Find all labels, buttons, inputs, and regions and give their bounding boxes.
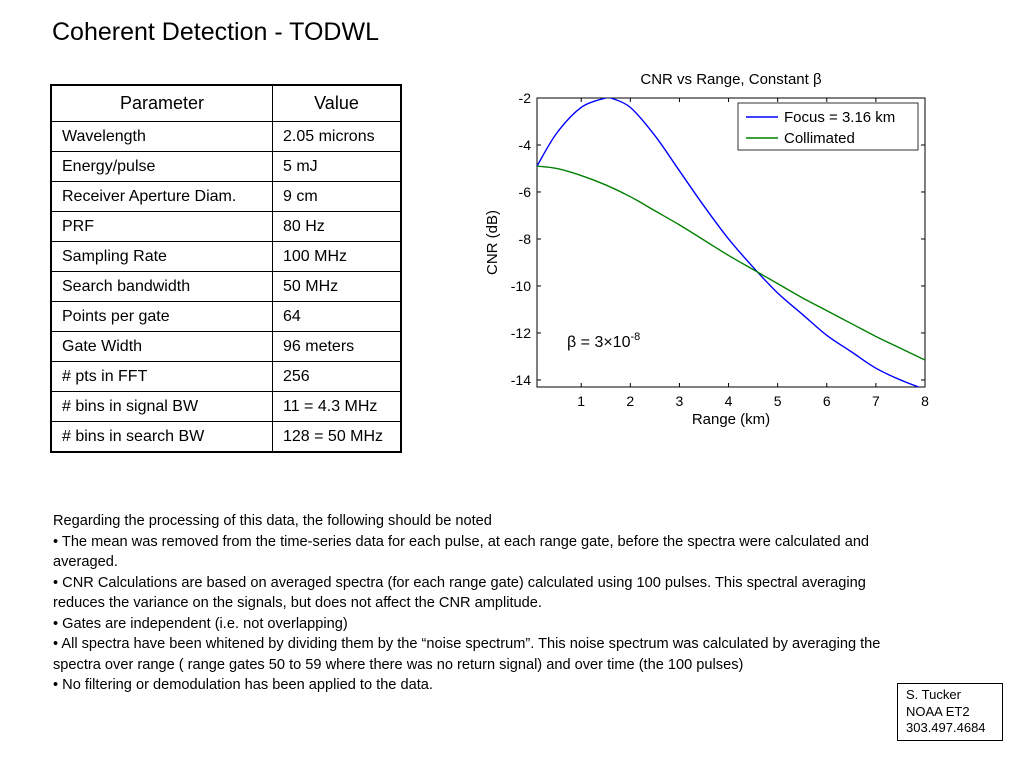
- legend-entry: Collimated: [784, 130, 855, 147]
- x-tick-label: 3: [675, 393, 684, 409]
- parameter-cell: Energy/pulse: [51, 152, 273, 182]
- parameter-cell: # bins in search BW: [51, 422, 273, 453]
- y-axis-label: CNR (dB): [484, 209, 501, 276]
- table-row: [51, 272, 401, 302]
- parameter-cell: # pts in FFT: [51, 362, 273, 392]
- y-tick-label: -10: [510, 277, 531, 294]
- notes-bullet: • All spectra have been whitened by dividing them by the “noise spectrum”. This noise spectrum was calculated by averaging the spectra over range ( range gates 50 to 59 where there was no return signal) and over time (the 100 pulses): [53, 636, 881, 673]
- x-axis-label: Range (km): [691, 411, 771, 428]
- x-tick-label: 5: [773, 393, 782, 409]
- author-org: NOAA ET2: [906, 703, 970, 719]
- y-tick-label: -12: [510, 324, 531, 341]
- x-tick-label: 8: [921, 393, 929, 409]
- value-cell: 256: [273, 362, 402, 392]
- beta-annotation: [567, 331, 640, 351]
- y-tick-label: -8: [518, 230, 531, 247]
- value-cell: 11 = 4.3 MHz: [273, 392, 402, 422]
- table-row: [51, 182, 401, 212]
- collimated-series-line: [537, 166, 925, 360]
- beta-annotation-exponent: -8: [630, 331, 641, 344]
- value-cell: 5 mJ: [273, 152, 402, 182]
- chart-title: CNR vs Range, Constant β: [640, 71, 822, 88]
- beta-annotation-base: β = 3×10: [567, 334, 631, 352]
- value-cell: 50 MHz: [273, 272, 402, 302]
- value-cell: 64: [273, 302, 402, 332]
- table-row: [51, 242, 401, 272]
- table-row: [51, 332, 401, 362]
- x-tick-label: 7: [871, 393, 880, 409]
- table-body: [51, 122, 401, 453]
- notes-intro: Regarding the processing of this data, the following should be noted: [53, 513, 492, 529]
- parameter-cell: Search bandwidth: [51, 272, 273, 302]
- parameter-cell: Receiver Aperture Diam.: [51, 182, 273, 212]
- legend-entry: Focus = 3.16 km: [784, 109, 896, 126]
- table-row: [51, 152, 401, 182]
- table-row: [51, 362, 401, 392]
- processing-notes: [53, 511, 913, 696]
- column-header-parameter: Parameter: [51, 85, 273, 122]
- notes-bullet: • CNR Calculations are based on averaged spectra (for each range gate) calculated using 100 pulses. This spectral averaging reduces the variance on the signals, but does not affect the CNR amplitude.: [53, 574, 866, 611]
- value-cell: 96 meters: [273, 332, 402, 362]
- parameter-table: [50, 84, 402, 453]
- x-tick-label: 2: [626, 393, 635, 409]
- table-row: [51, 122, 401, 152]
- x-tick-label: 6: [822, 393, 831, 409]
- notes-bullet: • No filtering or demodulation has been applied to the data.: [53, 677, 433, 693]
- parameter-cell: Points per gate: [51, 302, 273, 332]
- author-phone: 303.497.4684: [906, 720, 986, 735]
- value-cell: 128 = 50 MHz: [273, 422, 402, 453]
- table-row: [51, 302, 401, 332]
- slide-title: Coherent Detection - TODWL: [52, 18, 379, 46]
- table-row: [51, 212, 401, 242]
- parameter-cell: Wavelength: [51, 122, 273, 152]
- value-cell: 2.05 microns: [273, 122, 402, 152]
- parameter-cell: PRF: [51, 212, 273, 242]
- cnr-vs-range-chart: [470, 60, 970, 440]
- notes-bullet: • The mean was removed from the time-series data for each pulse, at each range gate, before the spectra were calculated and averaged.: [53, 533, 870, 570]
- parameter-cell: # bins in signal BW: [51, 392, 273, 422]
- y-tick-label: -14: [510, 371, 531, 388]
- x-tick-label: 1: [577, 393, 586, 409]
- y-tick-label: -2: [518, 90, 531, 106]
- author-contact-box: [897, 683, 1003, 741]
- value-cell: 100 MHz: [273, 242, 402, 272]
- table-header-row: [51, 85, 401, 122]
- y-tick-label: -4: [518, 136, 531, 153]
- y-tick-label: -6: [518, 183, 531, 200]
- x-tick-label: 4: [724, 393, 733, 409]
- table-row: [51, 422, 401, 453]
- author-name: S. Tucker: [906, 687, 961, 702]
- value-cell: 9 cm: [273, 182, 402, 212]
- notes-bullet: • Gates are independent (i.e. not overlapping): [53, 615, 348, 632]
- table-row: [51, 392, 401, 422]
- column-header-value: Value: [273, 85, 402, 122]
- parameter-cell: Gate Width: [51, 332, 273, 362]
- parameter-cell: Sampling Rate: [51, 242, 273, 272]
- value-cell: 80 Hz: [273, 212, 402, 242]
